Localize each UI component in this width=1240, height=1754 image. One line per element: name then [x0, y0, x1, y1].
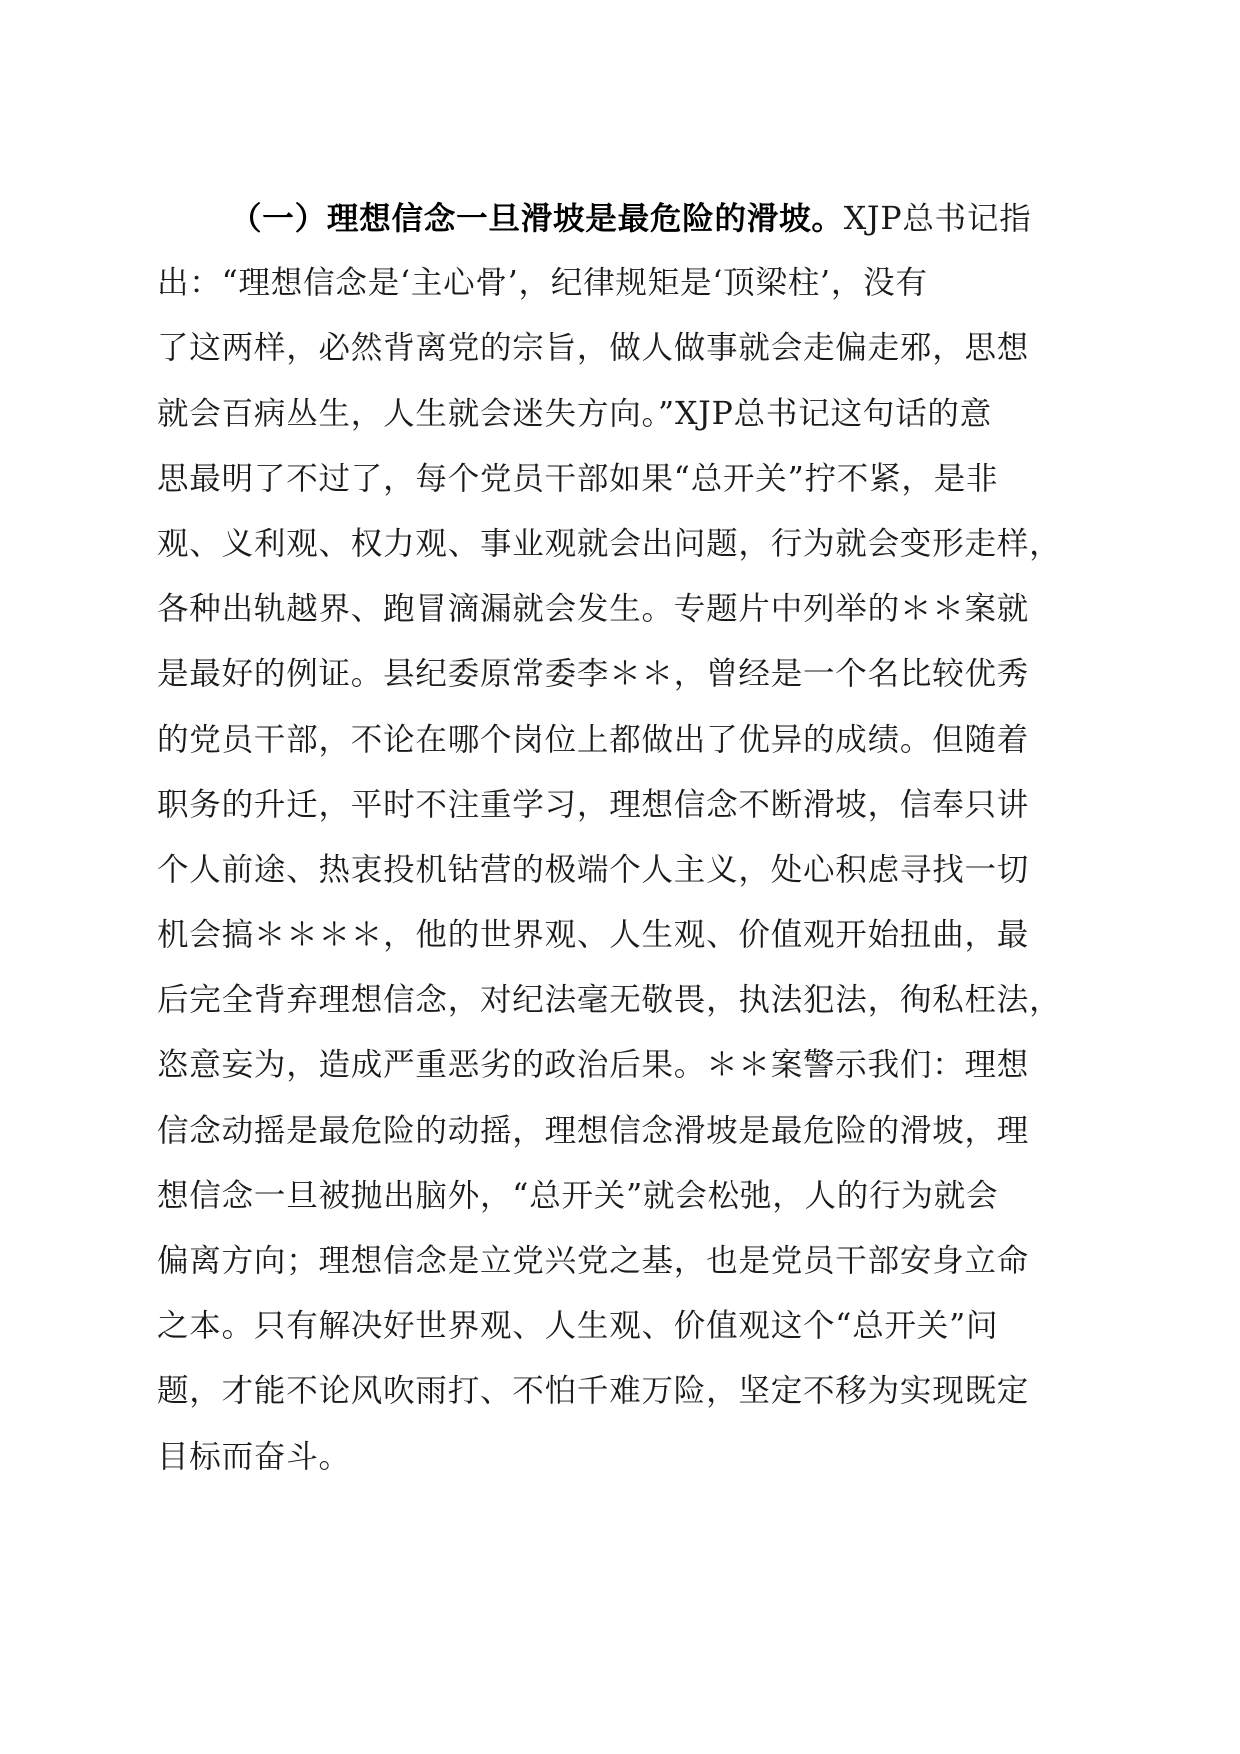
paragraph-first-line — [157, 186, 1077, 251]
text-line: 后完全背弃理想信念，对纪法毫无敬畏，执法犯法，徇私枉法， — [157, 982, 1062, 1019]
text-line: 出：“理想信念是‘主心骨’，纪律规矩是‘顶梁柱’，没有 — [157, 265, 928, 302]
text-line: 想信念一旦被抛出脑外，“总开关”就会松弛，人的行为就会 — [157, 1177, 999, 1214]
first-line-text: XJP总书记指 — [843, 201, 1032, 237]
text-line: 恣意妄为，造成严重恶劣的政治后果。＊＊案警示我们：理想 — [157, 1047, 1030, 1084]
text-line: 就会百病丛生，人生就会迷失方向。”XJP总书记这句话的意 — [157, 395, 993, 432]
text-line: 题，才能不论风吹雨打、不怕千难万险，坚定不移为实现既定 — [157, 1373, 1030, 1410]
text-line: 职务的升迁，平时不注重学习，理想信念不断滑坡，信奉只讲 — [157, 786, 1030, 823]
text-line: 思最明了不过了，每个党员干部如果“总开关”拧不紧，是非 — [157, 460, 999, 497]
text-line: 个人前途、热衷投机钻营的极端个人主义，处心积虑寻找一切 — [157, 851, 1030, 888]
body-paragraph — [157, 186, 1077, 1490]
text-line: 是最好的例证。县纪委原常委李＊＊，曾经是一个名比较优秀 — [157, 656, 1030, 693]
text-line: 机会搞＊＊＊＊，他的世界观、人生观、价值观开始扭曲，最 — [157, 917, 1030, 954]
section-heading: （一）理想信念一旦滑坡是最危险的滑坡。 — [230, 200, 844, 237]
text-line: 了这两样，必然背离党的宗旨，做人做事就会走偏走邪，思想 — [157, 330, 1030, 367]
text-line: 信念动摇是最危险的动摇，理想信念滑坡是最危险的滑坡，理 — [157, 1112, 1030, 1149]
text-line: 之本。只有解决好世界观、人生观、价值观这个“总开关”问 — [157, 1308, 999, 1345]
text-line: 的党员干部，不论在哪个岗位上都做出了优异的成绩。但随着 — [157, 721, 1030, 758]
text-line: 目标而奋斗。 — [157, 1438, 351, 1475]
text-line: 观、义利观、权力观、事业观就会出问题，行为就会变形走样， — [157, 525, 1062, 562]
text-line: 偏离方向；理想信念是立党兴党之基，也是党员干部安身立命 — [157, 1243, 1030, 1279]
text-line: 各种出轨越界、跑冒滴漏就会发生。专题片中列举的＊＊案就 — [157, 591, 1030, 628]
